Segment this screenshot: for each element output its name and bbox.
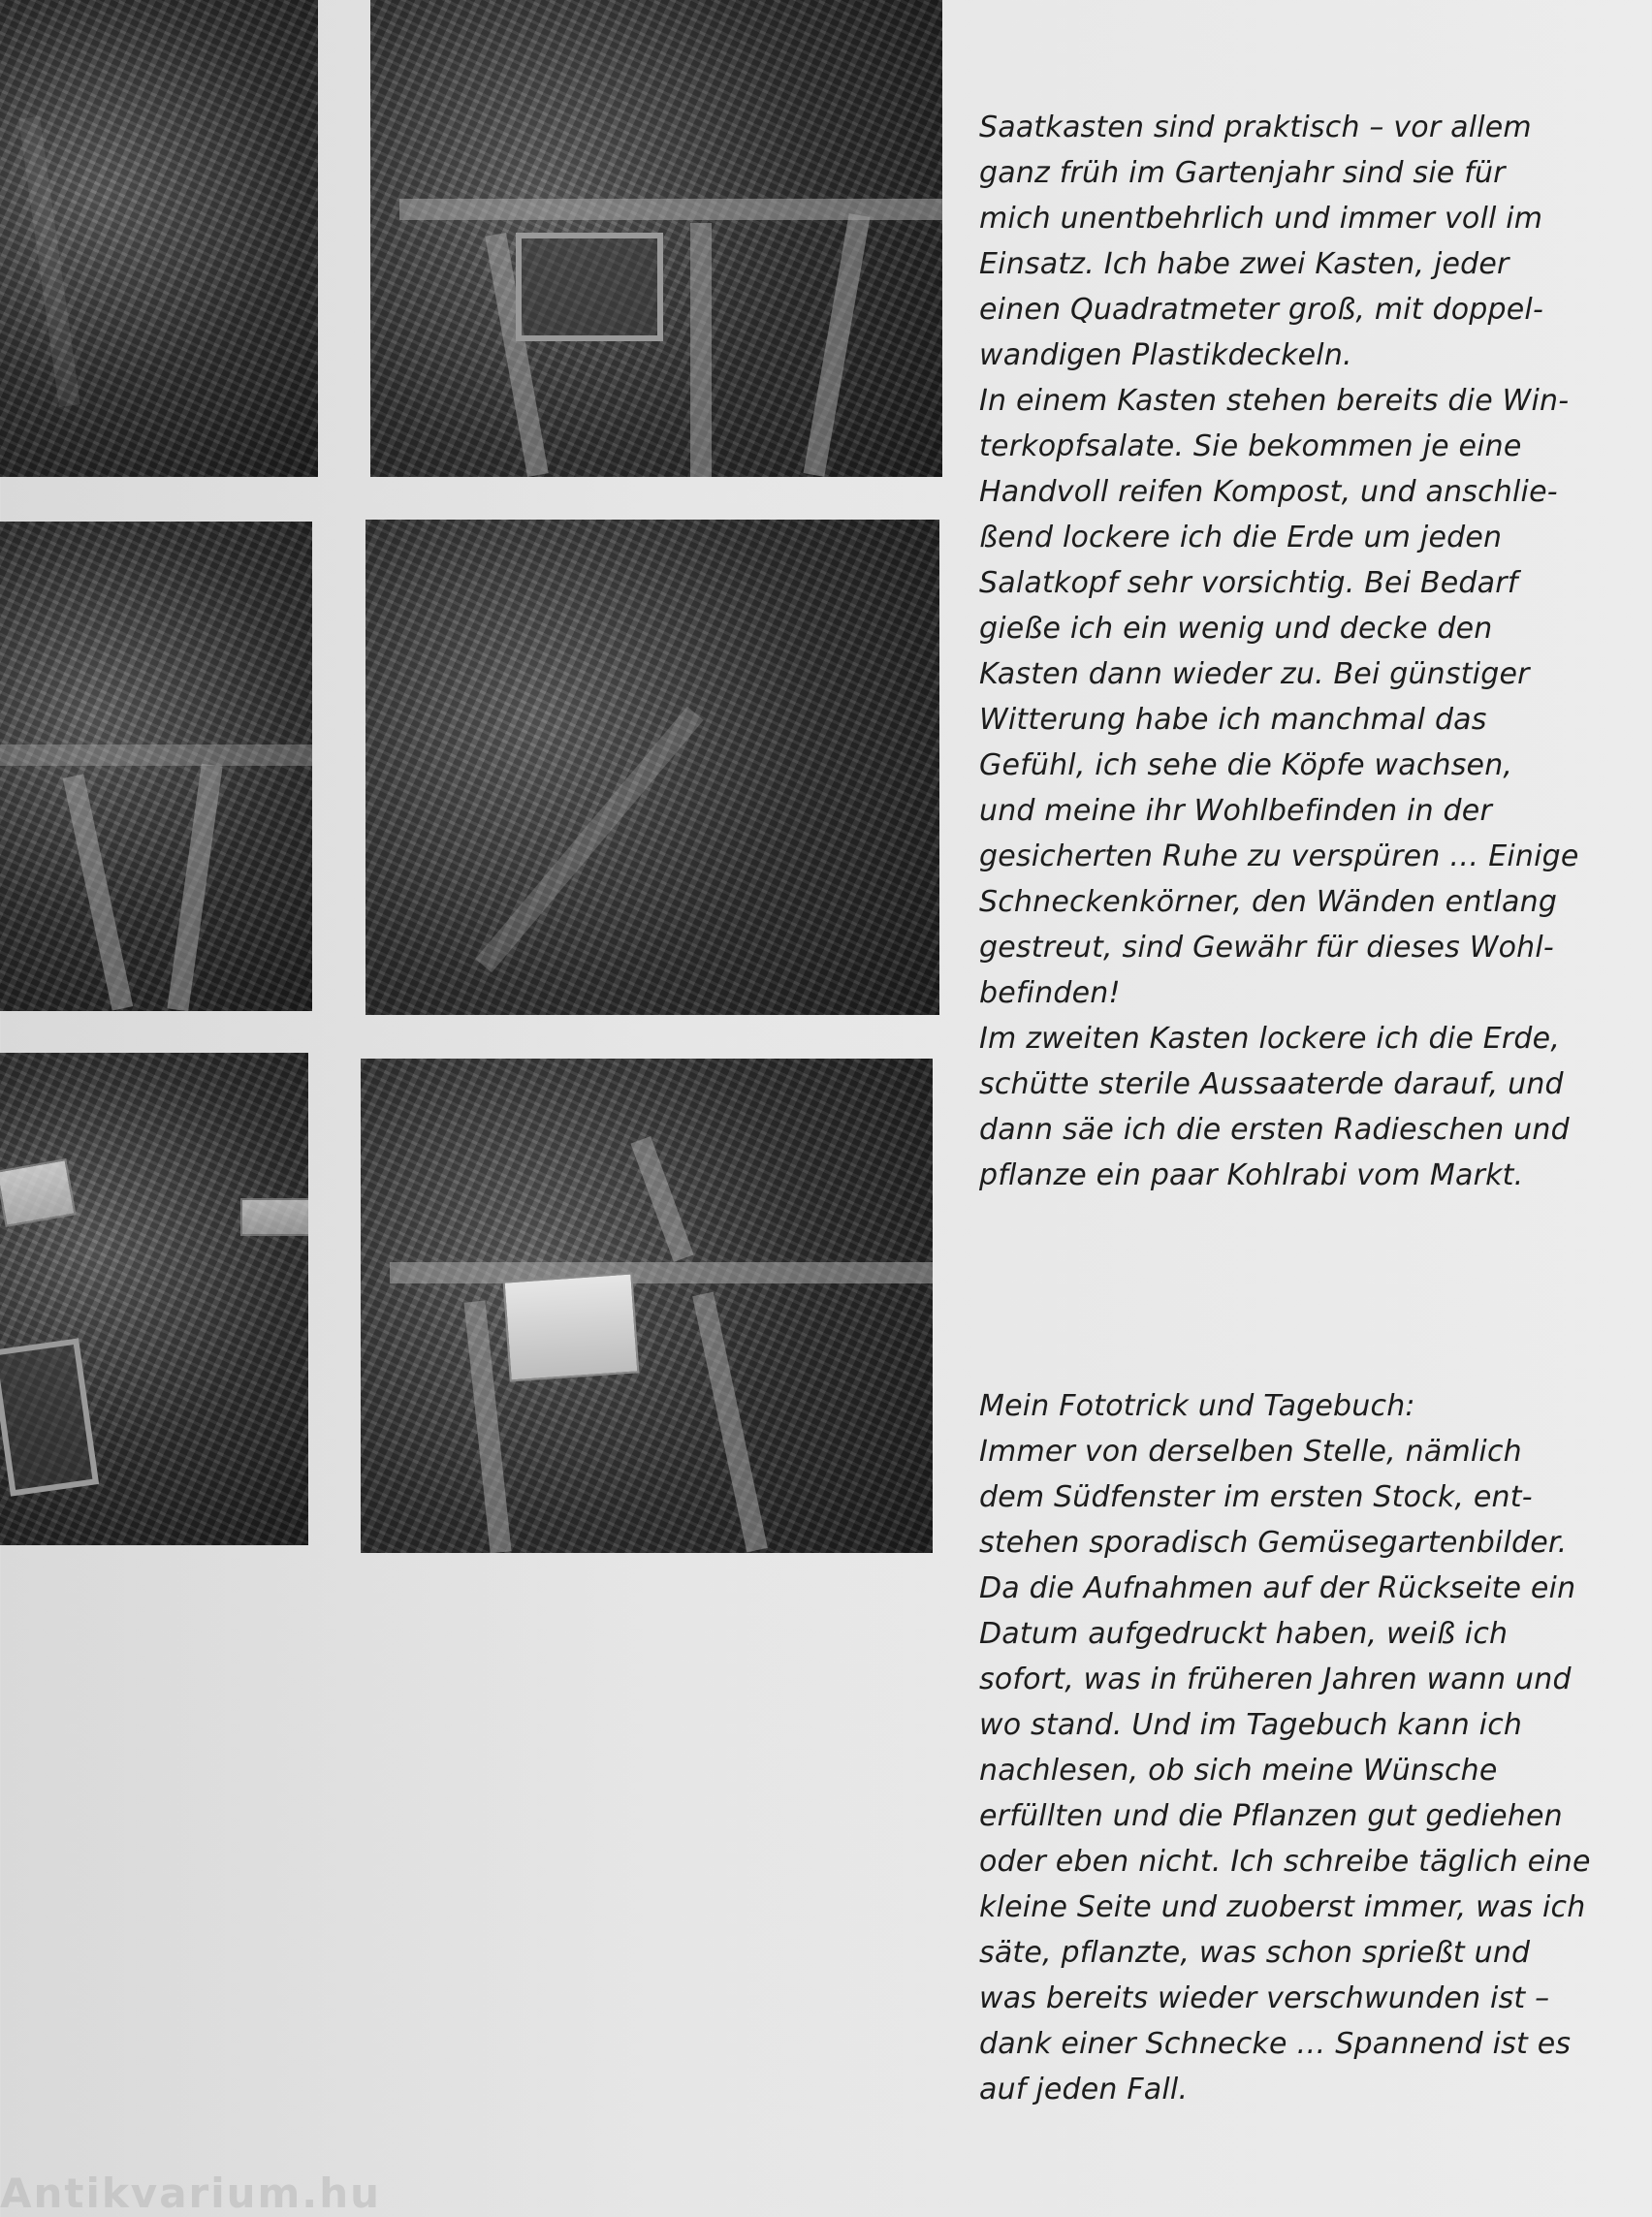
garden-photo-row2-left <box>0 522 312 1011</box>
paragraph-fototrick: Mein Fototrick und Tagebuch: Immer von derselben Stelle, nämlich dem Südfenster im ersten Stock, ent- stehen sporadisch Gemüsegartenbilder. Da die Aufnahmen auf der Rückseite ein Datum aufgedruckt haben, weiß ich sofort, was in früheren Jahren wann und wo stand. Und im Tagebuch kann ich nachlesen, ob sich meine Wünsche erfüllten und die Pflanzen gut gediehen oder eben nicht. Ich schreibe täglich eine kleine Seite und zuoberst immer, was ich säte, pflanzte, was schon sprießt und was bereits wieder verschwunden ist – dank einer Schnecke … Spannend ist es auf jeden Fall. <box>979 1389 1591 2106</box>
garden-photo-row3-right <box>361 1059 933 1553</box>
watermark: Antikvarium.hu <box>0 2169 382 2217</box>
text-block-saatkasten <box>979 105 1619 1198</box>
garden-photo-row1-right <box>370 0 942 477</box>
garden-photo-row2-right <box>365 520 939 1015</box>
paragraph-saatkasten: Saatkasten sind praktisch – vor allem ganz früh im Gartenjahr sind sie für mich unentbehrlich und immer voll im Einsatz. Ich habe zwei Kasten, jeder einen Quadratmeter groß, mit doppel- wandigen Plastikdeckeln. In einem Kasten stehen bereits die Win- terkopfsalate. Sie bekommen je eine Handvoll reifen Kompost, und anschlie- ßend lockere ich die Erde um jeden Salatkopf sehr vorsichtig. Bei Bedarf gieße ich ein wenig und decke den Kasten dann wieder zu. Bei günstiger Witterung habe ich manchmal das Gefühl, ich sehe die Köpfe wachsen, und meine ihr Wohlbefinden in der gesicherten Ruhe zu verspüren … Einige Schneckenkörner, den Wänden entlang gestreut, sind Gewähr für dieses Wohl- befinden! Im zweiten Kasten lockere ich die Erde, schütte sterile Aussaaterde darauf, und dann säe ich die ersten Radieschen und pflanze ein paar Kohlrabi vom Markt. <box>979 111 1579 1192</box>
text-block-fototrick <box>979 1383 1619 2112</box>
garden-photo-row1-left <box>0 0 318 477</box>
garden-photo-row3-left <box>0 1053 308 1545</box>
